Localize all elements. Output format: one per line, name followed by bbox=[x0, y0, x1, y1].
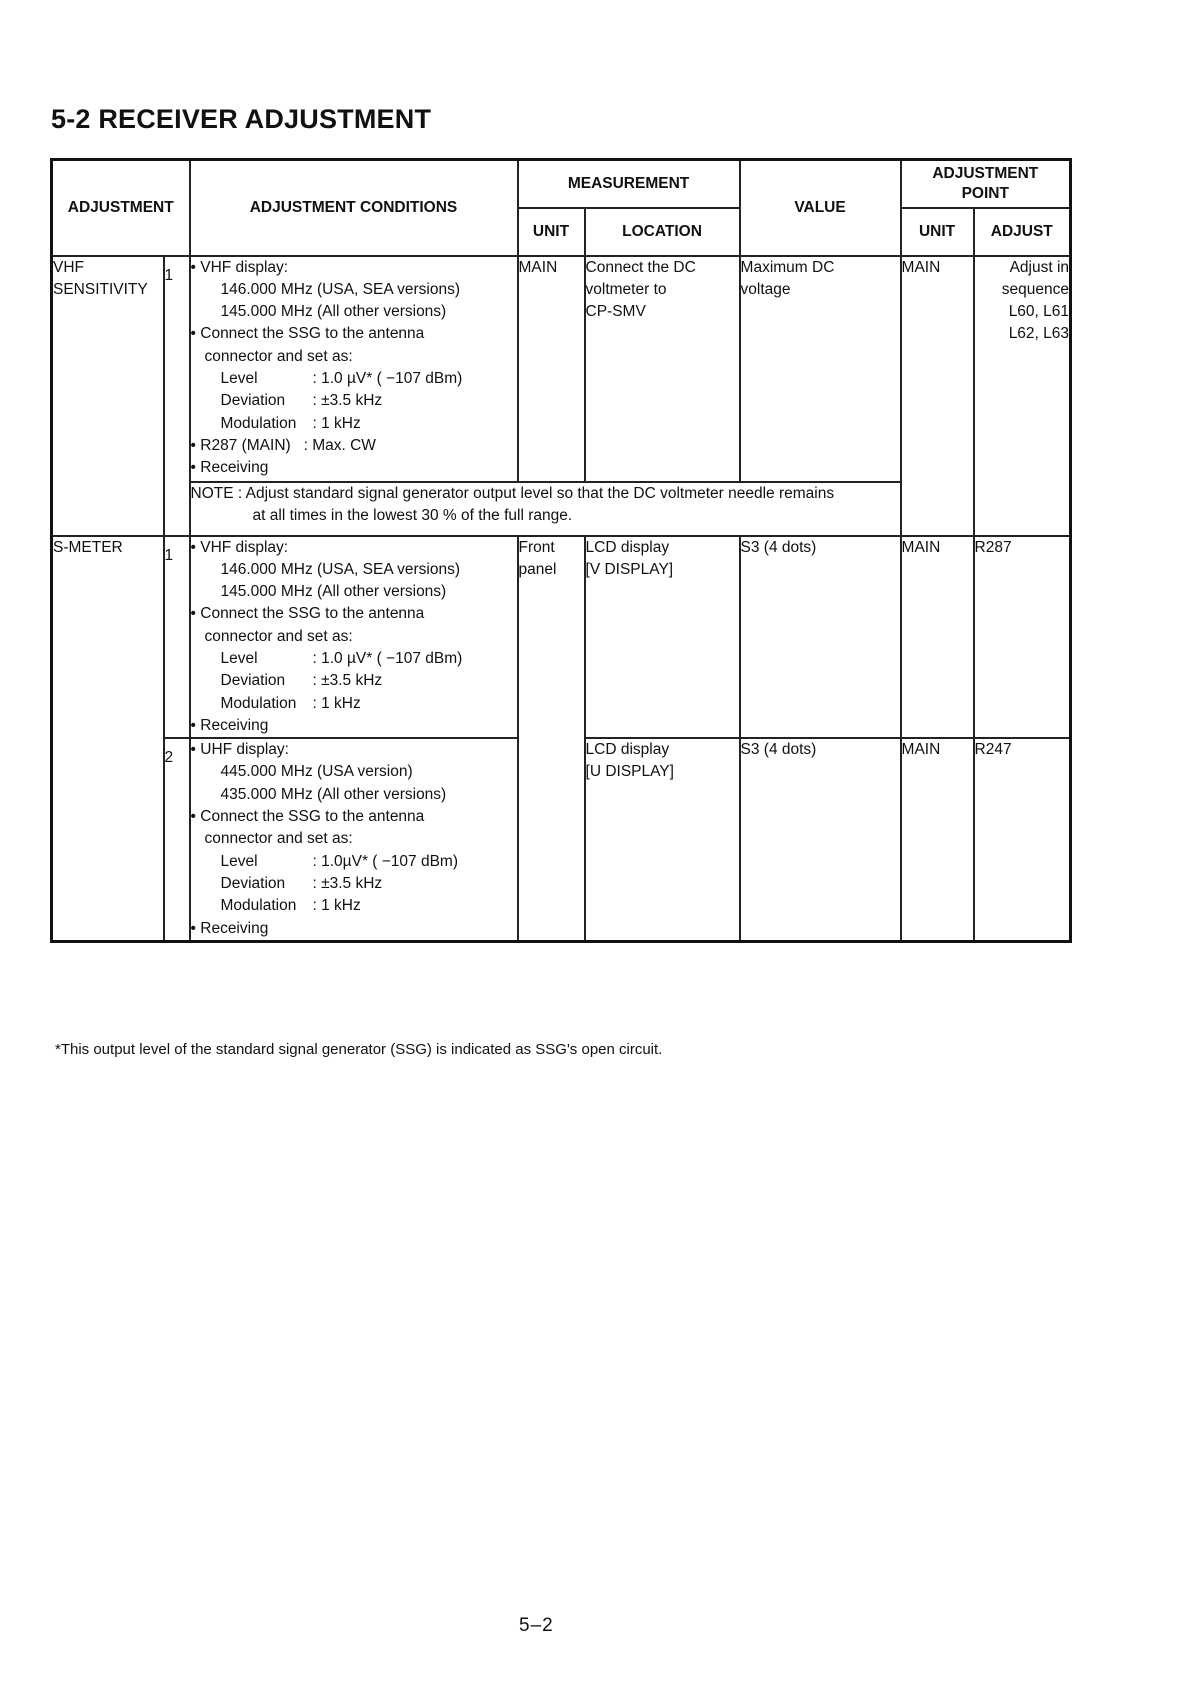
condition-text: connector and set as: bbox=[204, 627, 353, 645]
location-text: CP-SMV bbox=[585, 303, 646, 321]
header-ap-unit: UNIT bbox=[901, 208, 974, 256]
condition-kv bbox=[191, 895, 517, 917]
condition-kv bbox=[191, 693, 517, 715]
condition-bullet: • Connect the SSG to the antenna bbox=[190, 808, 425, 826]
page-number: 5–2 bbox=[519, 1615, 554, 1636]
value-cell: S3 (4 dots) bbox=[740, 738, 901, 941]
condition-bullet: • Receiving bbox=[190, 919, 269, 937]
table-row bbox=[52, 256, 1071, 482]
condition-bullet: • Connect the SSG to the antenna bbox=[190, 325, 425, 343]
ap-adjust-text: L62, L63 bbox=[1008, 325, 1070, 343]
adjustment-name: S-METER bbox=[52, 536, 164, 942]
location-text: Connect the DC bbox=[585, 258, 696, 276]
condition-key: Modulation bbox=[220, 694, 297, 712]
condition-kv bbox=[191, 851, 517, 873]
condition-text: connector and set as: bbox=[204, 830, 353, 848]
condition-bullet: • Receiving bbox=[190, 716, 269, 734]
note-cell bbox=[190, 482, 901, 536]
condition-key: Modulation bbox=[220, 897, 297, 915]
condition-bullet: • Receiving bbox=[190, 459, 269, 477]
measurement-unit: MAIN bbox=[518, 256, 585, 482]
condition-kv bbox=[191, 413, 517, 435]
ap-unit: MAIN bbox=[901, 256, 974, 536]
ap-adjust: R287 bbox=[974, 536, 1071, 739]
header-value: VALUE bbox=[740, 160, 901, 256]
value-text: Maximum DC bbox=[740, 258, 835, 276]
receiver-adjustment-table bbox=[50, 158, 1072, 943]
condition-value: : 1.0 µV* ( −107 dBm) bbox=[312, 649, 463, 667]
value-text: voltage bbox=[740, 280, 791, 298]
header-unit: UNIT bbox=[518, 208, 585, 256]
condition-key: Deviation bbox=[220, 874, 286, 892]
note-text: NOTE : Adjust standard signal generator output level so that the DC voltmeter needle remains bbox=[190, 484, 835, 502]
condition-value: : 1 kHz bbox=[312, 414, 361, 432]
condition-value: : 1 kHz bbox=[312, 897, 361, 915]
condition-bullet: • UHF display: bbox=[190, 741, 289, 759]
conditions-cell bbox=[190, 536, 518, 739]
condition-text: 145.000 MHz (All other versions) bbox=[220, 583, 447, 601]
condition-key: Level bbox=[220, 649, 258, 667]
conditions-cell bbox=[190, 256, 518, 482]
header-adjustment: ADJUSTMENT bbox=[52, 160, 190, 256]
location-text: [V DISPLAY] bbox=[585, 560, 674, 578]
measurement-location bbox=[585, 256, 740, 482]
condition-key: Deviation bbox=[220, 392, 286, 410]
ap-unit: MAIN bbox=[901, 738, 974, 941]
condition-text: 435.000 MHz (All other versions) bbox=[220, 785, 447, 803]
header-conditions: ADJUSTMENT CONDITIONS bbox=[190, 160, 518, 256]
condition-key: Level bbox=[220, 369, 258, 387]
location-text: LCD display bbox=[585, 538, 670, 556]
condition-value: : ±3.5 kHz bbox=[312, 874, 383, 892]
condition-bullet: • VHF display: bbox=[190, 538, 289, 556]
condition-kv bbox=[191, 873, 517, 895]
header-adjustment-point: ADJUSTMENT POINT bbox=[901, 160, 1071, 208]
step-number: 2 bbox=[164, 738, 190, 941]
ap-adjust-text: sequence bbox=[1001, 280, 1070, 298]
condition-value: : ±3.5 kHz bbox=[312, 672, 383, 690]
condition-value: : 1.0µV* ( −107 dBm) bbox=[312, 852, 459, 870]
condition-kv bbox=[191, 368, 517, 390]
condition-text: 445.000 MHz (USA version) bbox=[220, 763, 413, 781]
condition-text: 145.000 MHz (All other versions) bbox=[220, 303, 447, 321]
ap-adjust: R247 bbox=[974, 738, 1071, 941]
measurement-location bbox=[585, 536, 740, 739]
condition-kv bbox=[191, 670, 517, 692]
conditions-cell bbox=[190, 738, 518, 941]
condition-bullet: • R287 (MAIN) : Max. CW bbox=[190, 436, 376, 454]
condition-bullet: • VHF display: bbox=[190, 258, 289, 276]
ap-adjust bbox=[974, 256, 1071, 536]
step-number: 1 bbox=[164, 536, 190, 739]
ap-unit: MAIN bbox=[901, 536, 974, 739]
header-ap-adjust: ADJUST bbox=[974, 208, 1071, 256]
header-location: LOCATION bbox=[585, 208, 740, 256]
measurement-location bbox=[585, 738, 740, 941]
ap-adjust-text: L60, L61 bbox=[1008, 303, 1070, 321]
condition-kv bbox=[191, 390, 517, 412]
header-measurement: MEASUREMENT bbox=[518, 160, 740, 208]
condition-text: 146.000 MHz (USA, SEA versions) bbox=[220, 560, 461, 578]
condition-bullet: • Connect the SSG to the antenna bbox=[190, 605, 425, 623]
unit-text: Front bbox=[518, 538, 555, 556]
value-cell bbox=[740, 256, 901, 482]
table-row bbox=[52, 536, 1071, 739]
condition-text: 146.000 MHz (USA, SEA versions) bbox=[220, 280, 461, 298]
unit-text: panel bbox=[518, 560, 557, 578]
adjustment-name-cell bbox=[52, 256, 164, 536]
condition-key: Modulation bbox=[220, 414, 297, 432]
step-number: 1 bbox=[164, 256, 190, 536]
adjustment-name: SENSITIVITY bbox=[53, 280, 148, 298]
footnote: *This output level of the standard signal generator (SSG) is indicated as SSG's open circuit. bbox=[55, 1041, 663, 1058]
value-cell: S3 (4 dots) bbox=[740, 536, 901, 739]
ap-adjust-text: Adjust in bbox=[1009, 258, 1070, 276]
condition-value: : 1.0 µV* ( −107 dBm) bbox=[312, 369, 463, 387]
page-title: 5-2 RECEIVER ADJUSTMENT bbox=[51, 104, 432, 134]
condition-kv bbox=[191, 648, 517, 670]
location-text: LCD display bbox=[585, 741, 670, 759]
condition-value: : 1 kHz bbox=[312, 694, 361, 712]
condition-key: Deviation bbox=[220, 672, 286, 690]
adjustment-name: VHF bbox=[53, 258, 84, 276]
location-text: voltmeter to bbox=[585, 280, 667, 298]
measurement-unit bbox=[518, 536, 585, 942]
condition-text: connector and set as: bbox=[204, 347, 353, 365]
condition-key: Level bbox=[220, 852, 258, 870]
condition-value: : ±3.5 kHz bbox=[312, 392, 383, 410]
location-text: [U DISPLAY] bbox=[585, 763, 674, 781]
note-text: at all times in the lowest 30 % of the full range. bbox=[252, 506, 573, 524]
